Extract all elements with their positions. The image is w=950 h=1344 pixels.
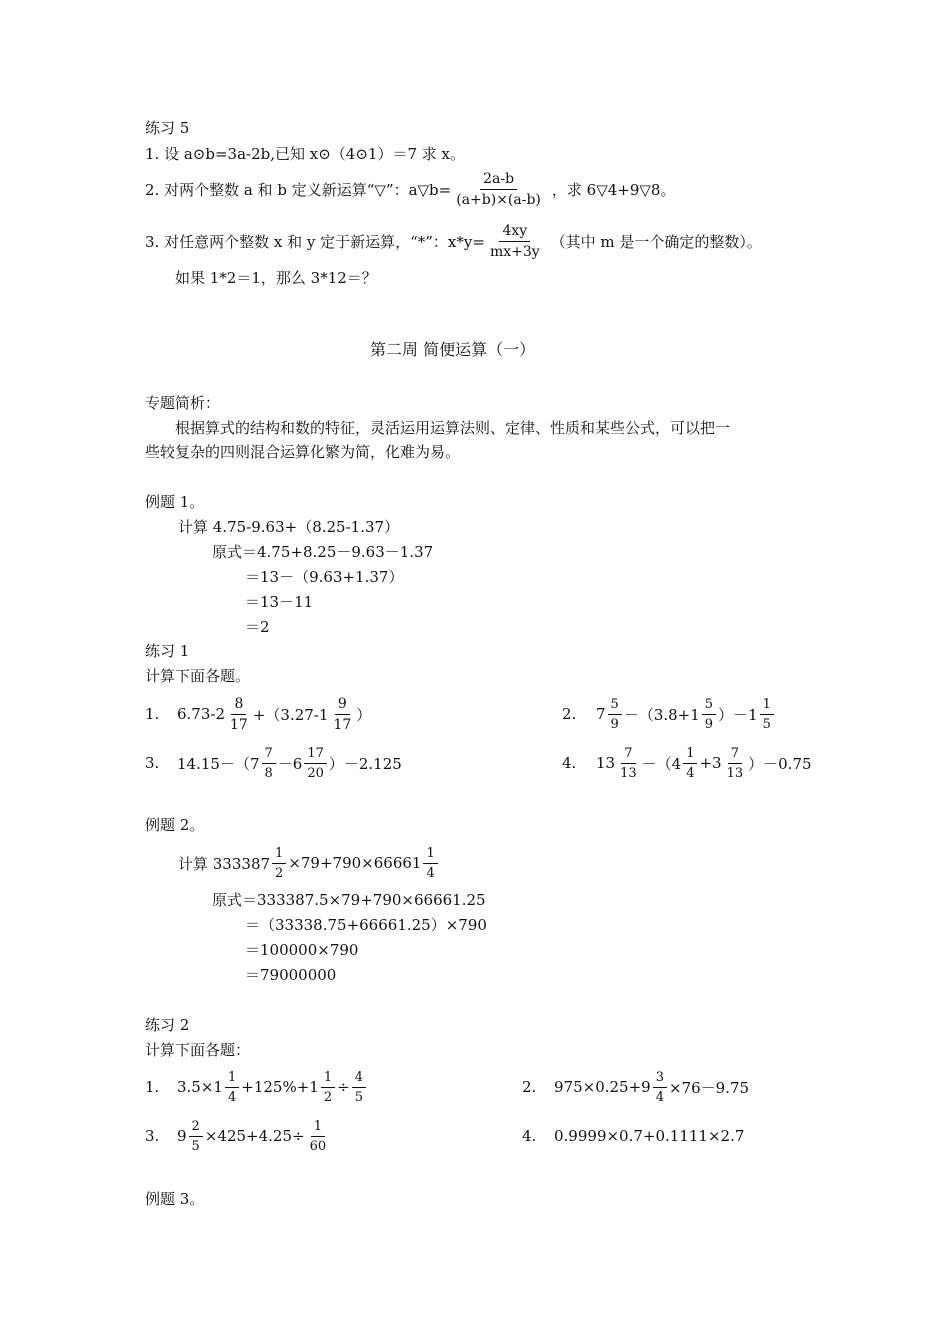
ex5-q3 (145, 218, 762, 264)
expr-part: －6 (277, 754, 303, 773)
ex5-q3-suffix: （其中 m 是一个确定的整数）。 (550, 232, 762, 251)
fraction-den: 5 (191, 1138, 200, 1154)
practice2-heading: 练习 2 (145, 1016, 190, 1034)
intro-heading: 专题简析： (145, 394, 221, 412)
expr-part: 计算 333387 (178, 854, 271, 873)
ex5-q3-fraction (487, 224, 543, 259)
expr-part: 0.9999×0.7+0.1111×2.7 (554, 1127, 745, 1145)
ex5-q1: 1. 设 a⊙b=3a-2b,已知 x⊙（4⊙1）＝7 求 x。 (145, 145, 465, 163)
ex5-q3-prefix: 3. 对任意两个整数 x 和 y 定于新运算，“*”：x*y= (145, 232, 485, 251)
fraction-den: 60 (309, 1138, 327, 1154)
problem-label: 4. (562, 754, 577, 772)
problem-label: 3. (145, 754, 160, 772)
example2-step: ＝79000000 (245, 966, 337, 984)
fraction-num: 1 (683, 747, 697, 764)
ex5-q2-prefix: 2. 对两个整数 a 和 b 定义新运算“▽”：a▽b= (145, 180, 452, 199)
practice1-problem-2 (562, 691, 776, 737)
example2-problem (178, 840, 440, 886)
ex5-q2-fraction (453, 172, 544, 207)
fraction-num: 7 (262, 747, 276, 764)
expr-part: 14.15－（7 (177, 754, 260, 773)
fraction (304, 747, 327, 780)
fraction-num: 1 (321, 1071, 335, 1088)
fraction (683, 747, 697, 780)
fraction (321, 1071, 335, 1104)
ex5-q2 (145, 166, 675, 212)
fraction (272, 847, 286, 880)
fraction-den: 9 (704, 716, 714, 732)
practice1-problem-4 (562, 740, 812, 786)
fraction-num: 1 (272, 847, 286, 864)
fraction-num: 1 (311, 1120, 325, 1137)
example1-heading: 例题 1。 (145, 493, 205, 511)
expr-part: +125%+1 (241, 1078, 319, 1096)
ex5-q2-num: 2a-b (480, 172, 517, 190)
expr-part: －（4 (641, 754, 682, 773)
fraction-num: 17 (304, 747, 327, 764)
fraction (653, 1071, 667, 1104)
problem-label: 2. (522, 1078, 537, 1096)
ex5-q3-den: mx+3y (489, 243, 540, 260)
fraction (702, 698, 716, 731)
fraction-num: 1 (760, 698, 774, 715)
fraction-num: 4 (352, 1071, 366, 1088)
expr-part: ×79+790×66661 (288, 854, 422, 872)
expr-part: 3.5×1 (177, 1078, 223, 1096)
fraction-den: 4 (227, 1089, 237, 1105)
example1-step: ＝2 (245, 618, 270, 636)
fraction (608, 698, 622, 731)
fraction-den: 4 (686, 765, 695, 781)
fraction (262, 747, 276, 780)
fraction (352, 1071, 366, 1104)
problem-label: 1. (145, 1078, 160, 1096)
example1-step: ＝13－11 (245, 593, 314, 611)
intro-paragraph-2: 些较复杂的四则混合运算化繁为简，化难为易。 (145, 443, 461, 461)
expr-part: ）－2.125 (328, 754, 402, 773)
fraction-den: 2 (275, 865, 284, 881)
ex5-q2-den: (a+b)×(a-b) (456, 191, 541, 208)
fraction-den: 4 (426, 865, 435, 881)
practice2-problem-4 (522, 1113, 744, 1159)
week-title: 第二周 简便运算（一） (370, 340, 536, 359)
fraction-den: 20 (307, 765, 324, 781)
fraction-num: 8 (231, 697, 246, 715)
example2-step: 原式＝333387.5×79+790×66661.25 (212, 891, 486, 909)
ex5-heading: 练习 5 (145, 119, 190, 137)
fraction-num: 5 (608, 698, 622, 715)
expr-part: +3 (699, 754, 722, 772)
practice1-heading: 练习 1 (145, 642, 190, 660)
fraction-num: 5 (702, 698, 716, 715)
fraction (330, 697, 354, 732)
ex5-q3-followup: 如果 1*2＝1，那么 3*12＝？ (175, 269, 377, 287)
problem-label: 3. (145, 1127, 160, 1145)
fraction-den: 9 (610, 716, 619, 732)
example2-heading: 例题 2。 (145, 816, 205, 834)
ex5-q2-suffix: ，求 6▽4+9▽8。 (551, 180, 676, 199)
fraction-den: 5 (354, 1089, 363, 1105)
expr-part: ÷ (337, 1078, 350, 1096)
practice1-instruction: 计算下面各题。 (145, 667, 251, 685)
expr-part: 7 (596, 705, 606, 723)
expr-part: 975×0.25+9 (554, 1078, 651, 1096)
expr-part: ）－1 (718, 705, 758, 724)
fraction-num: 1 (225, 1071, 239, 1088)
expr-part: ×425+4.25÷ (204, 1127, 305, 1145)
fraction-num: 1 (423, 847, 437, 864)
practice2-instruction: 计算下面各题： (145, 1041, 251, 1059)
practice2-problem-2 (522, 1064, 749, 1110)
expr-part: ） (356, 705, 372, 724)
example2-step: ＝100000×790 (245, 941, 359, 959)
fraction (760, 698, 774, 731)
fraction-den: 13 (620, 765, 637, 781)
example3-heading: 例题 3。 (145, 1190, 205, 1208)
fraction-den: 17 (230, 716, 248, 733)
fraction-num: 3 (653, 1071, 667, 1088)
expr-part: +（3.27-1 (252, 705, 329, 724)
practice1-problem-1 (145, 691, 371, 737)
practice1-problem-3 (145, 740, 402, 786)
fraction-den: 4 (655, 1089, 664, 1105)
example1-problem: 计算 4.75-9.63+（8.25-1.37） (178, 518, 400, 536)
fraction-den: 8 (264, 765, 273, 781)
fraction-num: 2 (189, 1120, 203, 1137)
expr-part: 9 (177, 1127, 187, 1145)
fraction (189, 1120, 203, 1153)
expr-part: 13 (596, 754, 616, 772)
problem-label: 4. (522, 1127, 537, 1145)
fraction-den: 17 (333, 716, 352, 733)
fraction (724, 747, 747, 780)
example1-step: 原式＝4.75+8.25－9.63－1.37 (212, 543, 434, 561)
fraction-den: 5 (762, 716, 771, 732)
fraction (227, 697, 251, 732)
example2-step: ＝（33338.75+66661.25）×790 (245, 916, 487, 934)
fraction-num: 9 (335, 697, 350, 715)
fraction (423, 847, 437, 880)
ex5-q3-num: 4xy (499, 224, 530, 242)
fraction-num: 7 (728, 747, 742, 764)
fraction-num: 7 (621, 747, 635, 764)
expr-part: 6.73-2 (177, 705, 226, 723)
expr-part: ）－0.75 (748, 754, 812, 773)
problem-label: 2. (562, 705, 577, 723)
intro-paragraph-1: 根据算式的结构和数的特征，灵活运用运算法则、定律、性质和某些公式，可以把一 (175, 419, 731, 437)
fraction (225, 1071, 239, 1104)
fraction-den: 13 (726, 765, 744, 781)
practice2-problem-3 (145, 1113, 331, 1159)
fraction (617, 747, 640, 780)
fraction (307, 1120, 330, 1153)
fraction-den: 2 (323, 1089, 333, 1105)
expr-part: －（3.8+1 (623, 705, 700, 724)
problem-label: 1. (145, 705, 160, 723)
example1-step: ＝13－（9.63+1.37） (245, 568, 404, 586)
expr-part: ×76－9.75 (669, 1078, 750, 1097)
practice2-problem-1 (145, 1064, 368, 1110)
